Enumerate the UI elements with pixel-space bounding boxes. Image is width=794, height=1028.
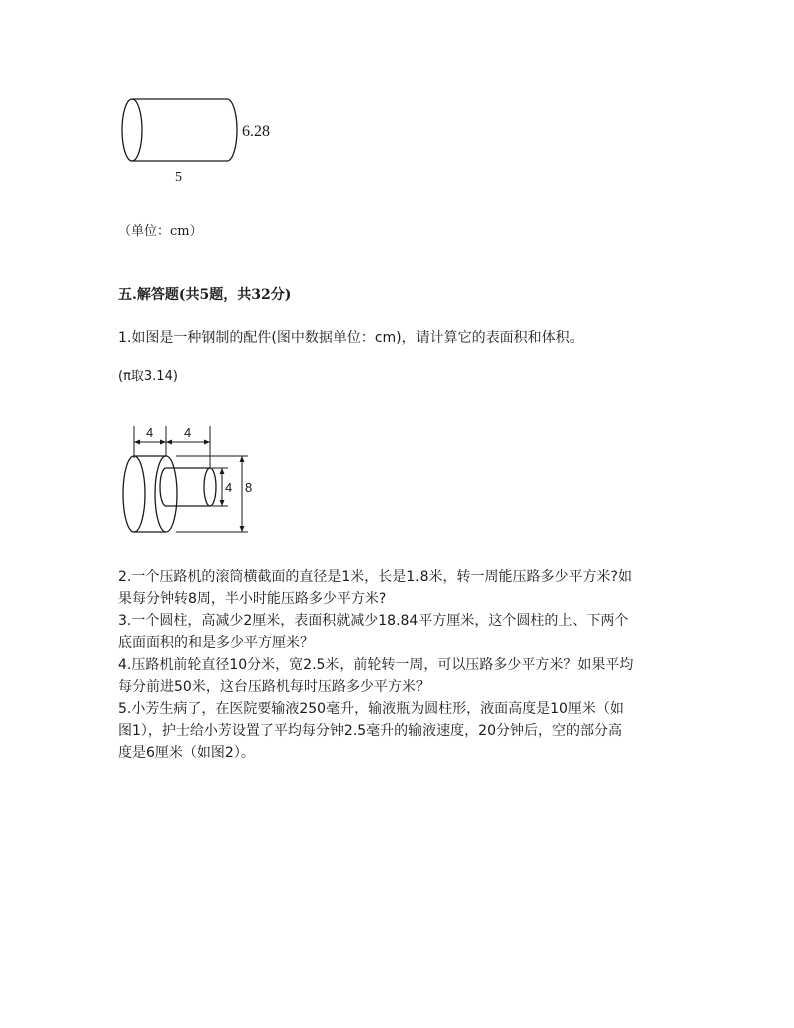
arrow-head — [220, 468, 225, 474]
arrow-head — [220, 500, 225, 506]
cylinder-diagram — [112, 92, 292, 192]
question-4-line-1: 4.压路机前轮直径10分米，宽2.5米，前轮转一周，可以压路多少平方米？如果平均 — [118, 657, 634, 673]
question-3-line-1: 3.一个圆柱，高减少2厘米，表面积就减少18.84平方厘米，这个圆柱的上、下两个 — [118, 613, 629, 629]
question-3-line-2: 底面面积的和是多少平方厘米？ — [118, 635, 314, 651]
question-2-line-2: 果每分钟转8周，半小时能压路多少平方米? — [118, 591, 387, 607]
arrow-head — [240, 456, 245, 462]
question-2-line-1: 2.一个压路机的滚筒横截面的直径是1米，长是1.8米，转一周能压路多少平方米?如 — [118, 569, 632, 585]
arrow-head — [160, 440, 166, 445]
small-diameter-label: 4 — [225, 480, 233, 495]
cylinder-right-face — [227, 99, 237, 161]
question-1-pi-note: (π取3.14) — [118, 369, 178, 384]
arrow-head — [134, 440, 140, 445]
cylinder-height-label: 6.28 — [242, 123, 270, 140]
question-4 — [118, 654, 688, 698]
cylinder-length-label: 5 — [175, 170, 182, 185]
dim-label-left: 4 — [146, 425, 154, 440]
arrow-head — [166, 440, 172, 445]
question-4-line-2: 每分前进50米，这台压路机每时压路多少平方米？ — [118, 679, 430, 695]
question-1-text: 1.如图是一种钢制的配件(图中数据单位：cm)，请计算它的表面积和体积。 — [118, 330, 584, 346]
cylinder-left-face — [122, 99, 142, 161]
arrow-head — [204, 440, 210, 445]
steel-part-diagram — [116, 418, 266, 543]
dim-label-right: 4 — [184, 425, 192, 440]
small-cylinder-right-face — [204, 468, 216, 506]
question-5-line-3: 度是6厘米（如图2）。 — [118, 745, 255, 761]
large-cylinder-left-face — [123, 456, 145, 532]
question-5 — [118, 698, 688, 764]
steel-part-figure — [116, 418, 266, 543]
question-5-line-2: 图1），护士给小芳设置了平均每分钟2.5毫升的输液速度，20分钟后，空的部分高 — [118, 723, 622, 739]
unit-note: （单位：cm） — [118, 224, 203, 239]
large-diameter-label: 8 — [245, 480, 253, 495]
arrow-head — [240, 526, 245, 532]
question-5-line-1: 5.小芳生病了，在医院要输液250毫升，输液瓶为圆柱形，液面高度是10厘米（如 — [118, 701, 624, 717]
section-title: 五.解答题(共5题，共32分) — [118, 287, 292, 303]
question-3 — [118, 610, 688, 654]
cylinder-figure — [112, 92, 292, 192]
question-2 — [118, 566, 688, 610]
